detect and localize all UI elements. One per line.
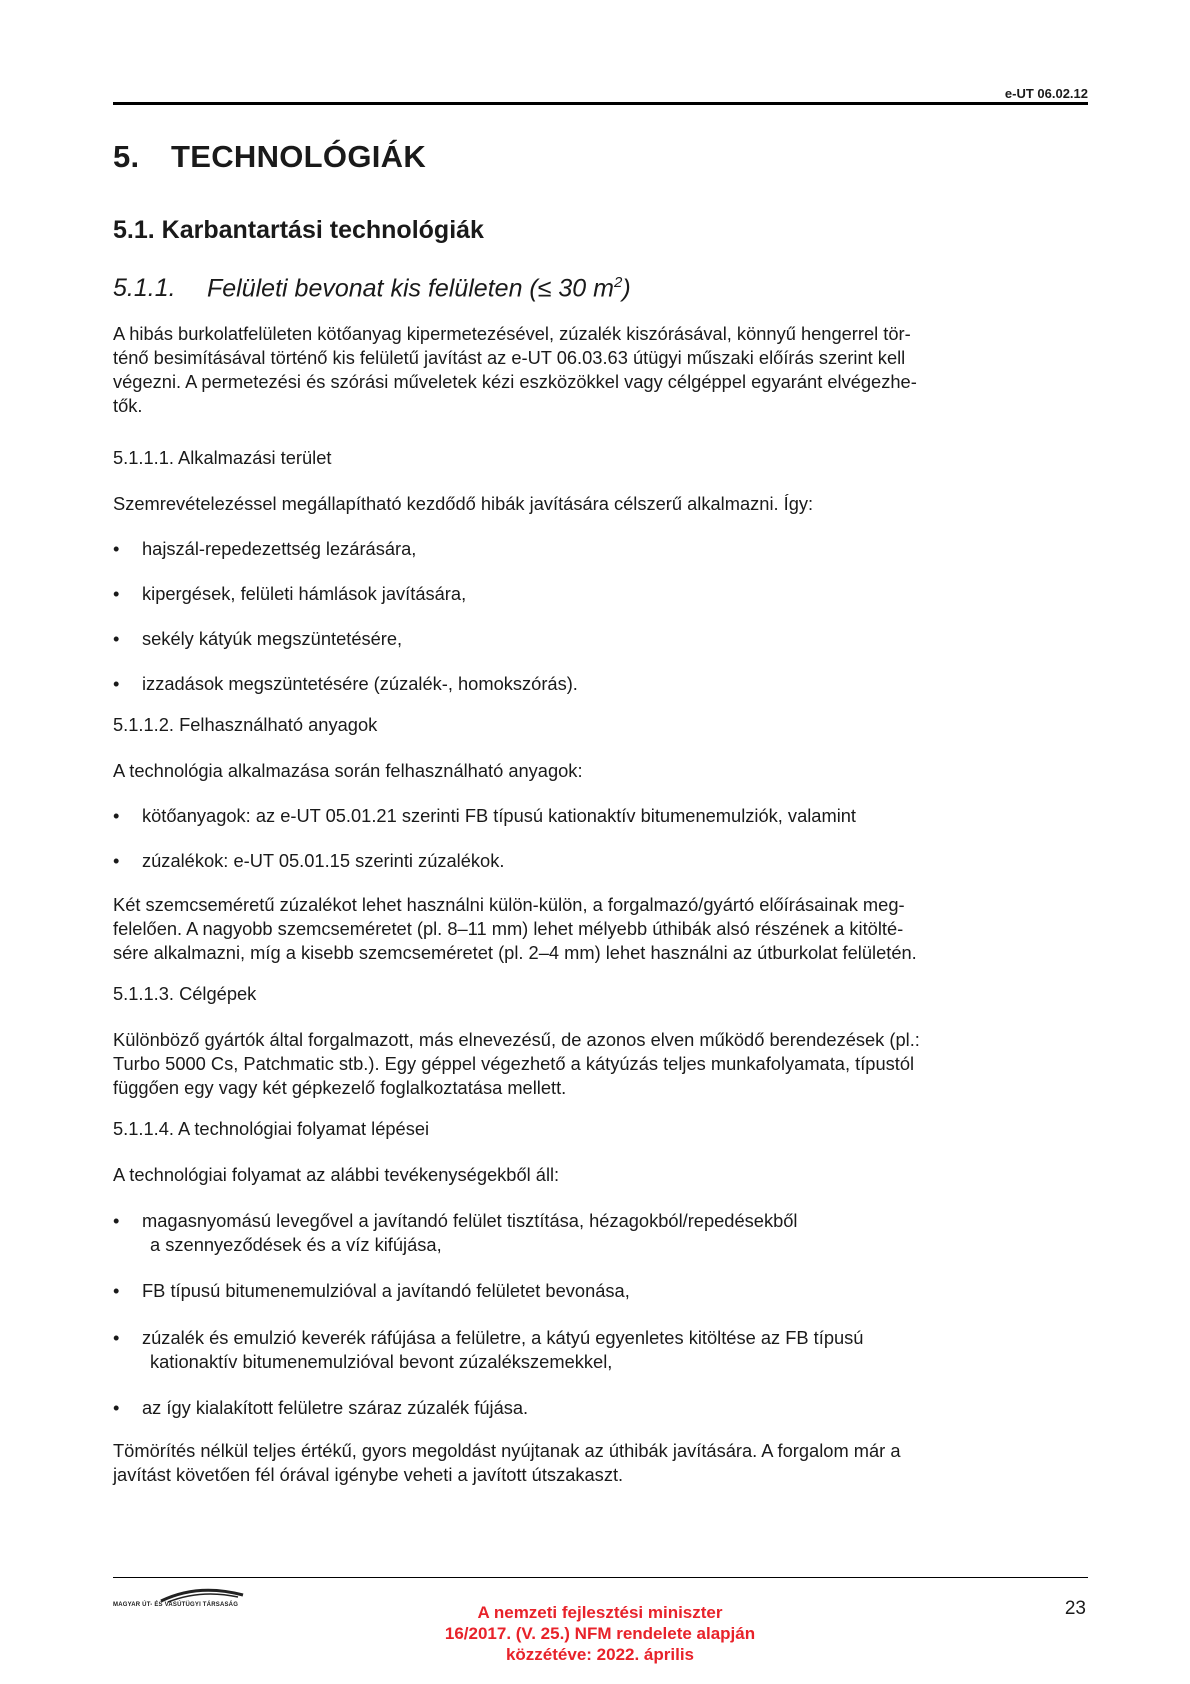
list-item-text: FB típusú bitumenemulzióval a javítandó felületet bevonása, xyxy=(142,1280,630,1301)
logo-arc-icon xyxy=(113,1585,263,1615)
list-item-text: kötőanyagok: az e-UT 05.01.21 szerinti FB típusú kationaktív bitumenemulziók, valamint xyxy=(142,805,857,826)
list-item-text: az így kialakított felületre száraz zúzalék fújása. xyxy=(142,1397,529,1418)
logo-text: MAGYAR ÚT- ÉS VASÚTÜGYI TÁRSASÁG xyxy=(113,1602,239,1608)
bullet-icon: • xyxy=(113,538,120,559)
text-line: sére alkalmazni, míg a kisebb szemcseméretet (pl. 2–4 mm) lehet használni az útburkolat felületén. xyxy=(113,942,917,963)
list-item-text: izzadások megszüntetésére (zúzalék-, homokszórás). xyxy=(142,673,578,694)
heading-5-1-1-1: 5.1.1.1. Alkalmazási terület xyxy=(113,447,332,468)
publication-line: közzétéve: 2022. április xyxy=(505,1645,695,1664)
bullet-icon: • xyxy=(113,1280,120,1301)
s4-paragraph xyxy=(113,1439,1088,1487)
bullet-icon: • xyxy=(113,805,120,826)
text-line: zúzalék és emulzió keverék ráfújása a felületre, a kátyú egyenletes kitöltése az FB típusú xyxy=(142,1327,864,1348)
list-item-text xyxy=(142,1209,1042,1257)
text-line: Különböző gyártók által forgalmazott, más elnevezésű, de azonos elven működő berendezések (pl.: xyxy=(113,1029,920,1050)
bullet-icon: • xyxy=(113,673,120,694)
text-line: ténő besimításával történő kis felületű javítást az e-UT 06.03.63 útügyi műszaki előírás szerint kell xyxy=(113,347,906,368)
organization-logo xyxy=(113,1585,263,1615)
publication-note xyxy=(340,1602,860,1665)
heading-5-1-1-4: 5.1.1.4. A technológiai folyamat lépései xyxy=(113,1118,430,1139)
subsection-number: 5.1.1. xyxy=(113,274,176,303)
heading-5-1-1-2: 5.1.1.2. Felhasználható anyagok xyxy=(113,714,378,735)
bullet-icon: • xyxy=(113,583,120,604)
footer-rule xyxy=(113,1577,1088,1578)
list-item-text: hajszál-repedezettség lezárására, xyxy=(142,538,417,559)
page-number: 23 xyxy=(1064,1598,1086,1619)
text-line: felelően. A nagyobb szemcseméretet (pl. 8–11 mm) lehet mélyebb úthibák alsó részének a kitölté- xyxy=(113,918,904,939)
text-line: Tömörítés nélkül teljes értékű, gyors megoldást nyújtanak az úthibák javítására. A forgalom már a xyxy=(113,1440,901,1461)
header-rule xyxy=(113,102,1088,105)
list-item-text: sekély kátyúk megszüntetésére, xyxy=(142,628,403,649)
bullet-icon: • xyxy=(113,850,120,871)
bullet-icon: • xyxy=(113,628,120,649)
text-line: függően egy vagy két gépkezelő foglalkoztatása mellett. xyxy=(113,1077,567,1098)
s2-paragraph xyxy=(113,893,1088,965)
bullet-icon: • xyxy=(113,1327,120,1348)
text-line: javítást követően fél órával igénybe veheti a javított útszakaszt. xyxy=(113,1464,624,1485)
text-line: magasnyomású levegővel a javítandó felület tisztítása, hézagokból/repedésekből xyxy=(142,1210,798,1231)
text-line: A hibás burkolatfelületen kötőanyag kipermetezésével, zúzalék kiszórásával, könnyű hengerrel tör- xyxy=(113,323,911,344)
subsection-heading xyxy=(113,274,631,303)
s4-text: A technológiai folyamat az alábbi tevékenységekből áll: xyxy=(113,1164,560,1185)
subsection-title-end: ) xyxy=(622,274,631,303)
bullet-icon: • xyxy=(113,1210,120,1231)
publication-line: 16/2017. (V. 25.) NFM rendelete alapján xyxy=(444,1624,756,1643)
superscript: 2 xyxy=(613,274,623,291)
text-line: végezni. A permetezési és szórási műveletek kézi eszközökkel vagy célgéppel egyaránt elvégezhe- xyxy=(113,371,917,392)
subsection-title: Felületi bevonat kis felületen (≤ 30 m xyxy=(207,274,614,303)
list-item-text xyxy=(142,1326,1042,1374)
text-line: tők. xyxy=(113,395,143,416)
s3-paragraph xyxy=(113,1028,1088,1100)
bullet-icon: • xyxy=(113,1397,120,1418)
section-heading: 5.1. Karbantartási technológiák xyxy=(113,216,484,244)
text-line: kationaktív bitumenemulzióval bevont zúzalékszemekkel, xyxy=(150,1351,613,1372)
list-item-text: zúzalékok: e-UT 05.01.15 szerinti zúzalékok. xyxy=(142,850,505,871)
s2-text: A technológia alkalmazása során felhasználható anyagok: xyxy=(113,760,583,781)
text-line: Két szemcseméretű zúzalékot lehet használni külön-külön, a forgalmazó/gyártó előírásainak meg- xyxy=(113,894,905,915)
text-line: a szennyeződések és a víz kifújása, xyxy=(150,1234,442,1255)
heading-5-1-1-3: 5.1.1.3. Célgépek xyxy=(113,983,257,1004)
chapter-heading xyxy=(113,139,426,175)
chapter-title: TECHNOLÓGIÁK xyxy=(171,139,427,174)
s1-text: Szemrevételezéssel megállapítható kezdődő hibák javítására célszerű alkalmazni. Így: xyxy=(113,493,814,514)
chapter-number: 5. xyxy=(113,139,140,174)
text-line: Turbo 5000 Cs, Patchmatic stb.). Egy géppel végezhető a kátyúzás teljes munkafolyamata, típustól xyxy=(113,1053,915,1074)
document-code: e-UT 06.02.12 xyxy=(1004,86,1088,101)
intro-paragraph xyxy=(113,322,1088,418)
publication-line: A nemzeti fejlesztési miniszter xyxy=(477,1603,723,1622)
list-item-text: kipergések, felületi hámlások javítására, xyxy=(142,583,467,604)
